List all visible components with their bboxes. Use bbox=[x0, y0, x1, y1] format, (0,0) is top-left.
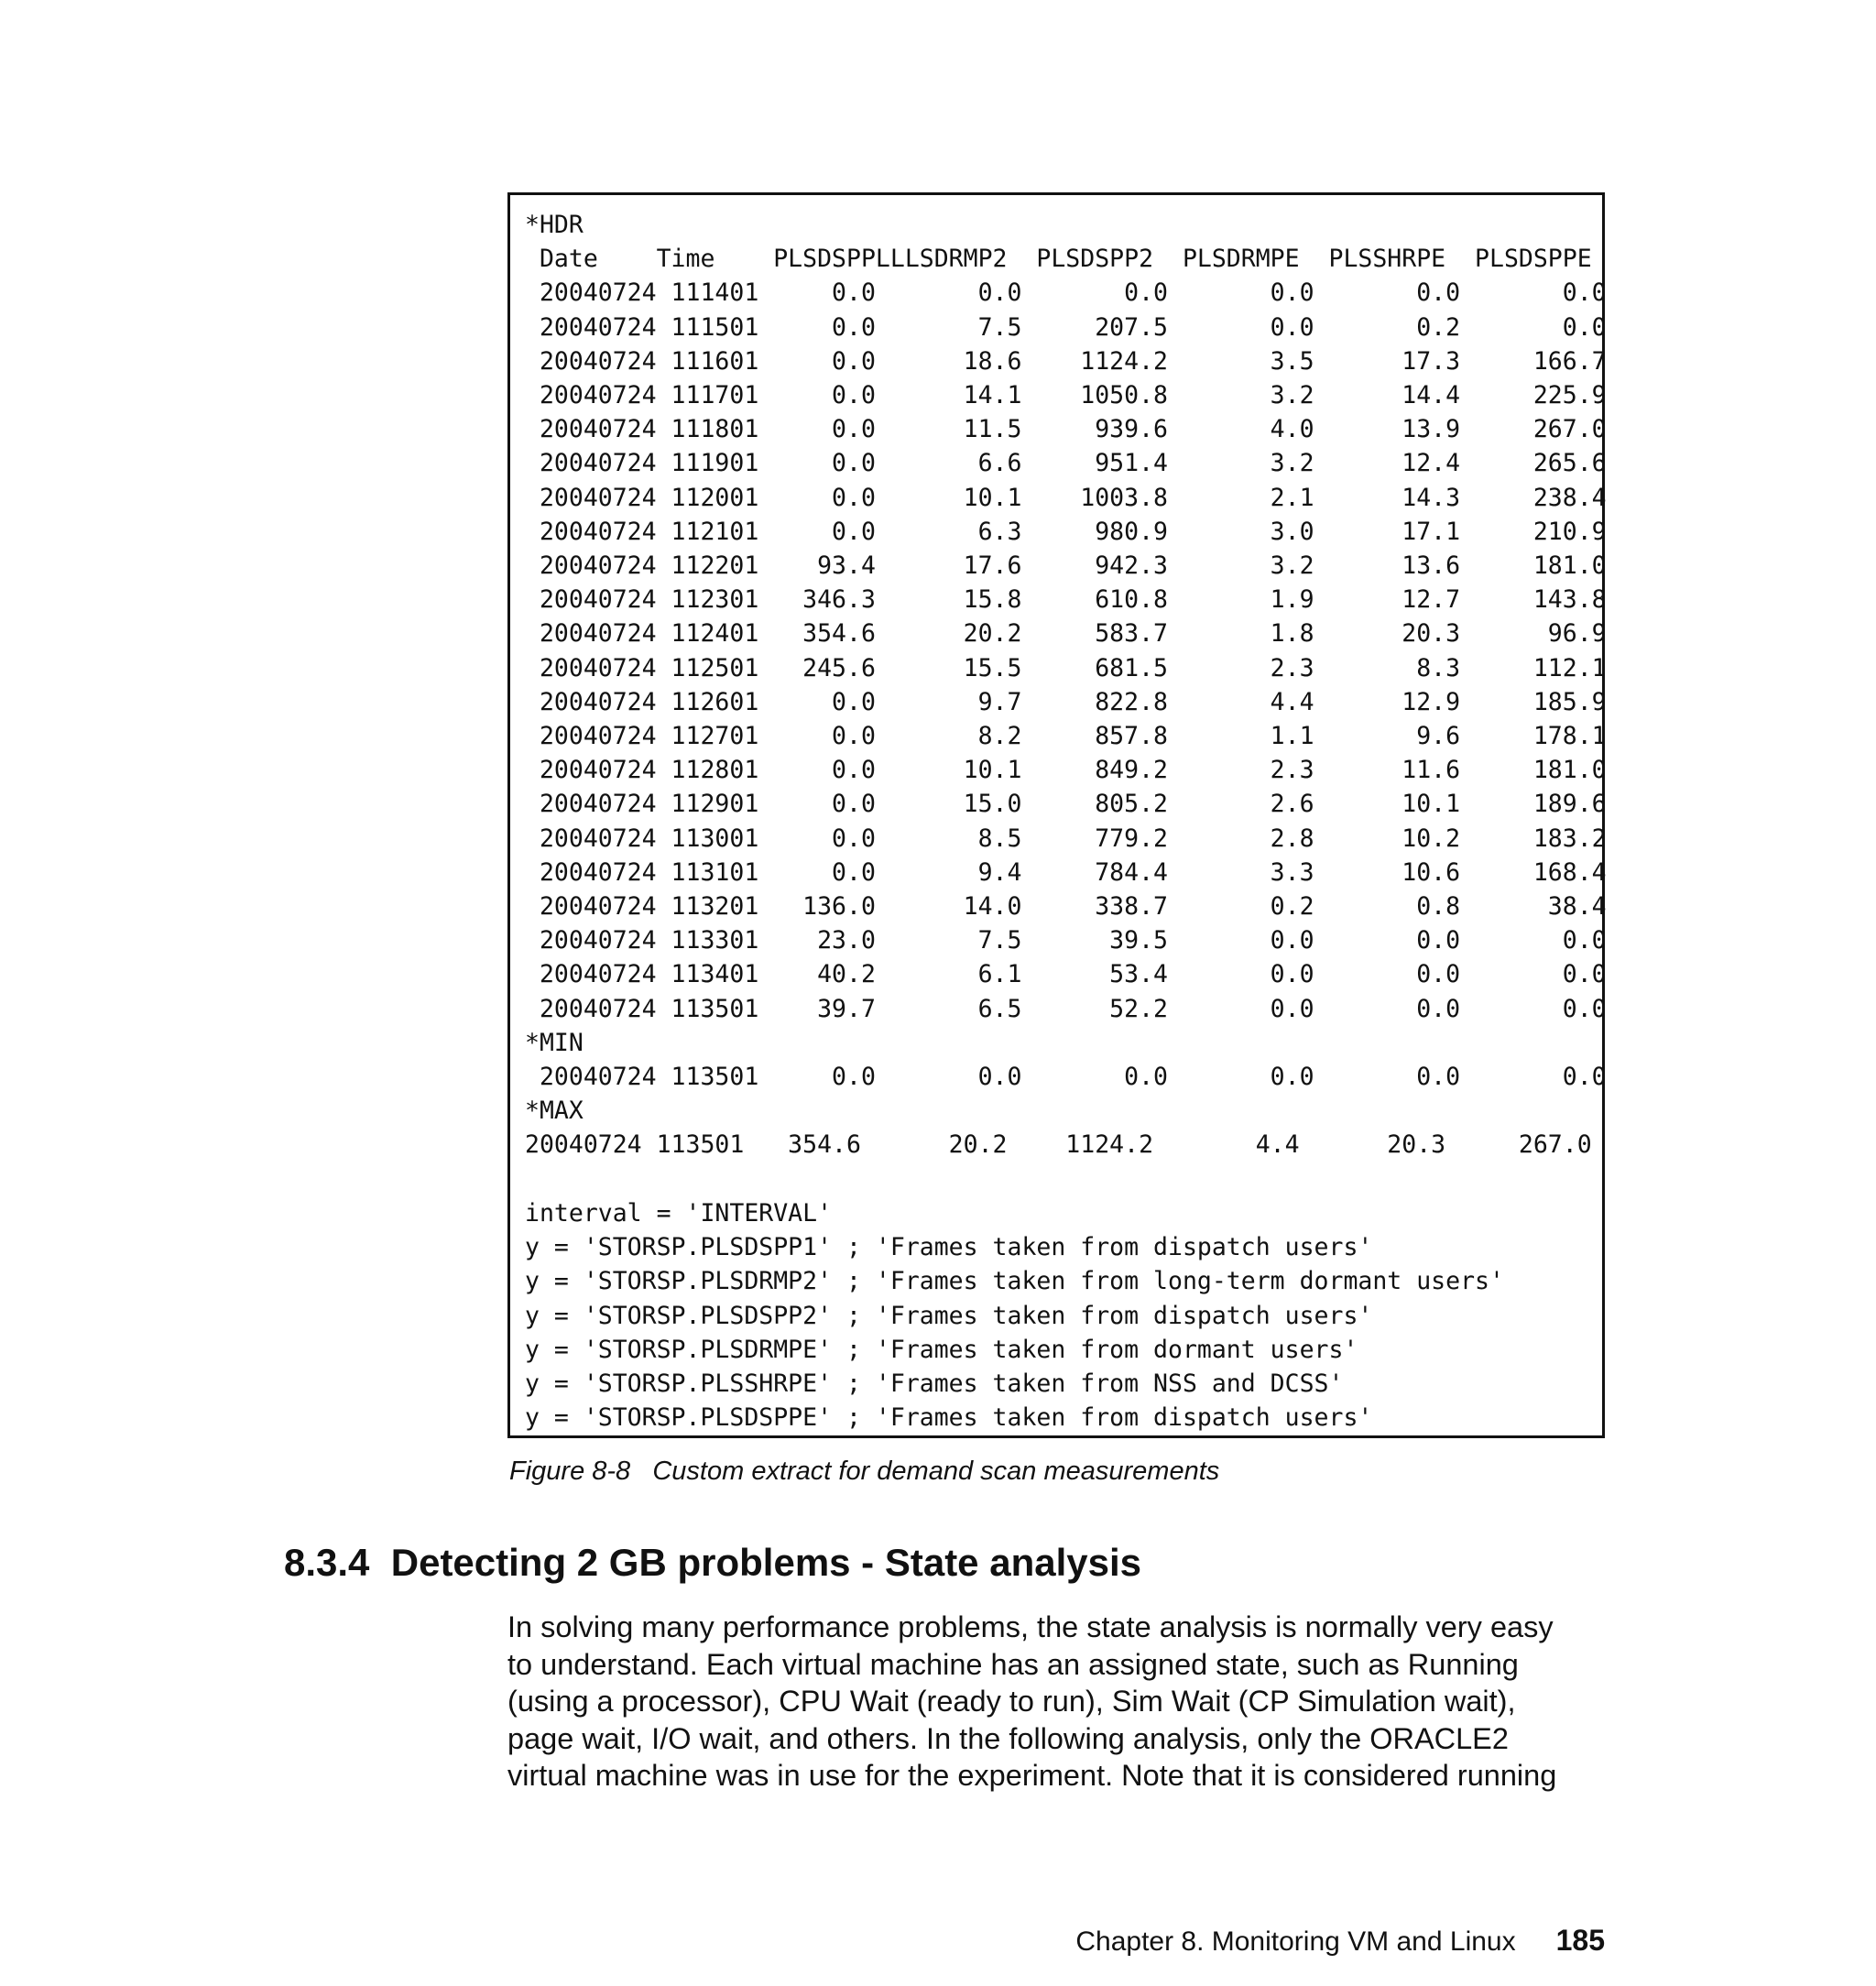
code-line: y = 'STORSP.PLSDRMP2' ; 'Frames taken from long-term dormant users' bbox=[525, 1267, 1504, 1296]
page-number: 185 bbox=[1555, 1924, 1605, 1957]
code-line: interval = 'INTERVAL' bbox=[525, 1198, 833, 1228]
code-line: y = 'STORSP.PLSDSPP1' ; 'Frames taken from dispatch users' bbox=[525, 1233, 1373, 1262]
chapter-title: Chapter 8. Monitoring VM and Linux bbox=[1075, 1926, 1516, 1957]
code-line: y = 'STORSP.PLSDRMPE' ; 'Frames taken from dormant users' bbox=[525, 1335, 1358, 1364]
code-line: 20040724 113501 39.7 6.5 52.2 0.0 0.0 0.0 bbox=[525, 994, 1607, 1023]
figure-code-box bbox=[507, 192, 1605, 1438]
paragraph-line: (using a processor), CPU Wait (ready to run), Sim Wait (CP Simulation wait), bbox=[507, 1685, 1516, 1718]
code-line: 20040724 113401 40.2 6.1 53.4 0.0 0.0 0.0 bbox=[525, 960, 1607, 989]
code-line: 20040724 113101 0.0 9.4 784.4 3.3 10.6 168.4 bbox=[525, 857, 1607, 887]
code-line: 20040724 113301 23.0 7.5 39.5 0.0 0.0 0.0 bbox=[525, 926, 1607, 955]
code-line: 20040724 113501 354.6 20.2 1124.2 4.4 20.3 267.0 bbox=[525, 1130, 1592, 1160]
code-line: 20040724 112601 0.0 9.7 822.8 4.4 12.9 185.9 bbox=[525, 687, 1607, 716]
code-line: 20040724 112101 0.0 6.3 980.9 3.0 17.1 210.9 bbox=[525, 517, 1607, 546]
code-line: 20040724 112901 0.0 15.0 805.2 2.6 10.1 189.6 bbox=[525, 790, 1607, 819]
body-paragraph bbox=[507, 1609, 1625, 1795]
code-line: 20040724 111501 0.0 7.5 207.5 0.0 0.2 0.0 bbox=[525, 312, 1607, 342]
section-heading: 8.3.4 Detecting 2 GB problems - State analysis bbox=[284, 1541, 1141, 1584]
paragraph-line: to understand. Each virtual machine has an assigned state, such as Running bbox=[507, 1647, 1519, 1681]
figure-caption: Figure 8-8 Custom extract for demand scan measurements bbox=[509, 1457, 1220, 1486]
code-line: 20040724 111601 0.0 18.6 1124.2 3.5 17.3 166.7 bbox=[525, 346, 1607, 376]
code-line: 20040724 112501 245.6 15.5 681.5 2.3 8.3 112.1 bbox=[525, 653, 1607, 682]
code-line: *HDR bbox=[525, 211, 584, 239]
page-footer bbox=[1008, 1893, 1605, 1958]
code-line: 20040724 112801 0.0 10.1 849.2 2.3 11.6 181.0 bbox=[525, 756, 1607, 785]
code-line: 20040724 113201 136.0 14.0 338.7 0.2 0.8 38.4 bbox=[525, 892, 1607, 922]
code-line: 20040724 112001 0.0 10.1 1003.8 2.1 14.3 238.4 bbox=[525, 483, 1607, 512]
code-line: 20040724 111401 0.0 0.0 0.0 0.0 0.0 0.0 bbox=[525, 278, 1607, 308]
code-line: y = 'STORSP.PLSSHRPE' ; 'Frames taken from NSS and DCSS' bbox=[525, 1369, 1344, 1398]
code-line: Date Time PLSDSPPLLLSDRMP2 PLSDSPP2 PLSDRMPE PLSSHRPE PLSDSPPE bbox=[525, 245, 1592, 274]
code-line: 20040724 111901 0.0 6.6 951.4 3.2 12.4 265.6 bbox=[525, 449, 1607, 478]
code-line: y = 'STORSP.PLSDSPP2' ; 'Frames taken from dispatch users' bbox=[525, 1301, 1373, 1330]
code-line: y = 'STORSP.PLSDSPPE' ; 'Frames taken from dispatch users' bbox=[525, 1403, 1373, 1433]
code-line: 20040724 111701 0.0 14.1 1050.8 3.2 14.4 225.9 bbox=[525, 381, 1607, 410]
paragraph-line: page wait, I/O wait, and others. In the following analysis, only the ORACLE2 bbox=[507, 1721, 1509, 1755]
code-line: 20040724 113001 0.0 8.5 779.2 2.8 10.2 183.2 bbox=[525, 824, 1607, 853]
code-line: 20040724 112201 93.4 17.6 942.3 3.2 13.6 181.0 bbox=[525, 551, 1607, 581]
code-line: 20040724 112401 354.6 20.2 583.7 1.8 20.3 96.9 bbox=[525, 619, 1607, 649]
code-listing bbox=[525, 208, 1607, 1435]
code-line: 20040724 112701 0.0 8.2 857.8 1.1 9.6 178.1 bbox=[525, 722, 1607, 751]
code-line: 20040724 111801 0.0 11.5 939.6 4.0 13.9 267.0 bbox=[525, 415, 1607, 444]
code-line: *MIN bbox=[525, 1028, 584, 1057]
code-line: *MAX bbox=[525, 1097, 584, 1126]
code-line: 20040724 113501 0.0 0.0 0.0 0.0 0.0 0.0 bbox=[525, 1063, 1607, 1092]
paragraph-line: virtual machine was in use for the experiment. Note that it is considered running bbox=[507, 1759, 1557, 1792]
code-line: 20040724 112301 346.3 15.8 610.8 1.9 12.7 143.8 bbox=[525, 585, 1607, 615]
paragraph-line: In solving many performance problems, the state analysis is normally very easy bbox=[507, 1610, 1554, 1643]
